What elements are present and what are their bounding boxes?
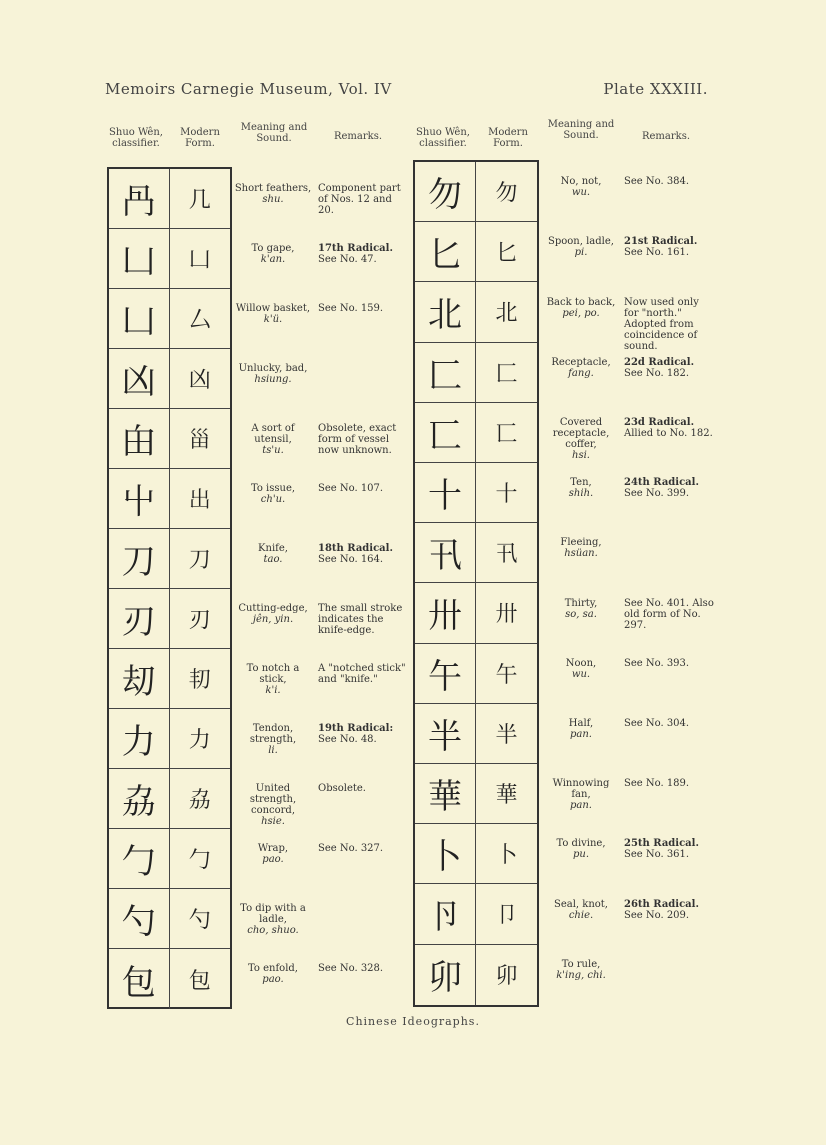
left-modern-character: 勹 [188,848,211,873]
right-modern-character: 卂 [495,542,518,568]
meaning-text: Ten, [570,477,592,489]
meaning-text: No, not, [560,176,602,188]
sound-text: wu. [571,668,591,680]
left-modern-cell [170,709,231,769]
sound-text: pan. [570,800,592,812]
right-modern-cell [476,343,537,403]
right-modern-character: 匕 [495,241,518,267]
left-modern-character: 勺 [188,908,211,933]
sound-text: pao. [262,974,284,985]
right-modern-character: 勿 [495,181,518,207]
meaning-text: Noon, [565,657,597,669]
remark-text: See No. 209. [624,909,690,921]
left-ancient-cell [109,589,170,649]
left-modern-cell [170,409,231,469]
left-ancient-cell [109,349,170,409]
left-remark [318,423,408,456]
left-modern-character: 劦 [188,788,211,813]
left-meaning [234,363,312,385]
left-ancient-character: 凵 [121,242,156,282]
remark-text: See No. 327. [318,843,384,854]
remark-text: A "notched stick" and "knife." [318,663,406,685]
left-remark [318,243,408,265]
running-header: Memoirs Carnegie Museum, Vol. IV [105,80,392,98]
left-modern-character: 几 [188,188,211,213]
left-ancient-character: 凵 [121,302,156,342]
meaning-text: Short feathers, [234,183,312,194]
remark-text: See No. 159. [318,303,384,314]
right-modern-cell [476,282,537,342]
right-modern-cell [476,463,537,523]
left-modern-cell [170,349,231,409]
col-meaning-right: Meaning and Sound. [547,119,615,141]
left-meaning [234,603,312,625]
right-meaning [542,297,620,319]
right-ancient-character: 卪 [428,897,462,938]
right-modern-cell [476,403,537,463]
col-modern-right: Modern Form. [488,127,528,149]
right-ancient-character: 匸 [428,415,462,456]
sound-text: hsie. [261,816,285,827]
col-meaning-left: Meaning and Sound. [240,122,308,144]
right-modern-character: 卯 [495,964,518,990]
left-modern-character: 厶 [188,308,211,333]
left-modern-cell [170,829,231,889]
sound-text: k'ing, chi. [556,969,606,981]
left-meaning [234,243,312,265]
left-meaning [234,843,312,865]
right-meaning [542,899,620,921]
meaning-text: Back to back, [546,296,616,308]
left-modern-cell [170,169,231,229]
right-modern-cell [476,764,537,824]
plate-number: Plate XXXIII. [603,80,708,98]
left-remark [318,723,408,745]
sound-text: jên, yin. [252,614,294,625]
right-modern-character: 卅 [495,602,518,628]
left-ancient-character: 刀 [121,542,156,582]
left-ancient-character: 包 [121,962,156,1003]
meaning-text: Unlucky, bad, [238,363,308,374]
sound-text: li. [268,745,278,756]
meaning-text: Winnowing fan, [552,778,610,801]
sound-text: tao. [263,554,283,565]
meaning-text: To issue, [250,483,296,494]
left-ancient-cell [109,889,170,949]
meaning-text: Tendon, strength, [249,723,297,745]
right-ancient-character: 北 [428,295,462,336]
right-ancient-cell [415,704,476,764]
right-ancient-cell [415,403,476,463]
right-modern-cell [476,945,537,1005]
meaning-text: Seal, knot, [553,898,608,910]
left-ancient-cell [109,469,170,529]
right-meaning [542,176,620,198]
right-remark [624,357,714,379]
right-ancient-cell [415,644,476,704]
radical-label: 18th Radical. [318,543,393,554]
meaning-text: United strength, concord, [249,783,297,816]
left-ancient-character: 劦 [121,782,156,822]
col-shuo-right: Shuo Wên, classifier. [416,127,470,149]
right-modern-cell [476,884,537,944]
remark-text: See No. 384. [624,176,690,188]
left-modern-cell [170,949,231,1009]
left-ancient-cell [109,289,170,349]
remark-text: See No. 393. [624,657,690,669]
left-ancient-character: 勺 [121,902,156,942]
right-remark [624,176,714,187]
meaning-text: To gape, [251,243,295,254]
left-remark [318,843,408,854]
remark-text: Obsolete, exact form of vessel now unknown. [318,423,397,456]
left-remark [318,303,408,314]
sound-text: hsi. [572,449,590,461]
right-ancient-cell [415,884,476,944]
meaning-text: To dip with a ladle, [240,903,306,925]
left-ancient-character: 屮 [121,482,156,522]
right-meaning [542,658,620,680]
plate-caption: Chinese Ideographs. [346,1015,480,1028]
col-modern-left: Modern Form. [180,127,220,149]
radical-label: 22d Radical. [624,356,695,368]
left-ancient-cell [109,169,170,229]
right-meaning [542,357,620,379]
remark-text: See No. 189. [624,778,690,790]
right-modern-character: 華 [495,783,518,809]
left-ancient-character: 冎 [121,182,156,222]
remark-text: See No. 48. [318,734,377,745]
right-modern-cell [476,644,537,704]
sound-text: pu. [572,849,590,861]
radical-label: 23d Radical. [624,416,695,428]
sound-text: ts'u. [262,445,284,456]
left-remark [318,963,408,974]
left-meaning [234,543,312,565]
sound-text: shih. [568,488,594,500]
remark-text: Obsolete. [318,783,366,794]
sound-text: pao. [262,854,284,865]
left-meaning [234,483,312,505]
meaning-text: To divine, [556,838,606,850]
meaning-text: Half, [568,717,594,729]
right-modern-cell [476,523,537,583]
right-ancient-cell [415,343,476,403]
sound-text: ch'u. [260,494,286,505]
left-meaning [234,183,312,205]
right-modern-character: 匚 [495,361,518,387]
left-meaning [234,903,312,936]
sound-text: k'i. [265,685,281,696]
meaning-text: Willow basket, [235,303,311,314]
right-modern-character: 半 [495,722,518,748]
right-modern-cell [476,583,537,643]
remark-text: See No. 182. [624,367,690,379]
remark-text: See No. 328. [318,963,384,974]
meaning-text: Fleeing, [560,537,602,549]
col-remarks-right: Remarks. [641,131,691,142]
left-modern-cell [170,769,231,829]
sound-text: k'ü. [263,314,283,325]
right-modern-character: 卩 [495,903,518,929]
left-meaning [234,303,312,325]
right-ancient-character: 匕 [428,235,462,276]
radical-label: 19th Radical: [318,723,394,734]
right-meaning [542,477,620,499]
right-meaning [542,838,620,860]
left-ancient-cell [109,769,170,829]
remark-text: See No. 304. [624,717,690,729]
left-remark [318,183,408,216]
sound-text: hsüan. [564,548,598,560]
right-remark [624,838,714,860]
right-ancient-character: 卅 [428,596,462,637]
remark-text: See No. 361. [624,849,690,861]
remark-text: Now used only for "north." Adopted from coincidence of sound. [624,296,699,352]
remark-text: See No. 401. Also old form of No. 297. [624,597,714,631]
right-meaning [542,598,620,620]
right-meaning [542,537,620,559]
meaning-text: Cutting-edge, [238,603,308,614]
left-remark [318,603,408,636]
right-meaning [542,718,620,740]
meaning-text: Receptacle, [551,356,611,368]
sound-text: pan. [570,728,592,740]
left-remark [318,663,408,685]
remark-text: See No. 164. [318,554,384,565]
right-ancient-cell [415,162,476,222]
left-ancient-character: 刃 [121,602,156,642]
right-modern-character: 卜 [495,843,518,869]
right-meaning [542,778,620,811]
left-modern-character: 出 [188,488,211,513]
left-ancient-cell [109,709,170,769]
right-remark [624,297,714,352]
radical-label: 17th Radical. [318,243,393,254]
remark-text: Component part of Nos. 12 and 20. [318,183,401,216]
left-ancient-character: 甶 [121,422,156,462]
right-ancient-character: 勿 [428,175,462,216]
right-remark [624,236,714,258]
right-ancient-cell [415,523,476,583]
right-remark [624,658,714,669]
right-ancient-character: 華 [428,777,462,818]
meaning-text: To enfold, [248,963,298,974]
left-modern-cell [170,529,231,589]
left-ancient-cell [109,409,170,469]
right-meaning [542,417,620,461]
sound-text: shu. [262,194,284,205]
right-ancient-cell [415,945,476,1005]
left-remark [318,483,408,494]
left-modern-character: 刃 [188,608,211,633]
left-ancient-character: 凶 [121,362,156,402]
right-modern-cell [476,704,537,764]
left-remark [318,783,408,794]
meaning-text: To rule, [561,958,601,970]
left-meaning [234,423,312,456]
left-modern-cell [170,289,231,349]
left-ancient-character: 刧 [121,662,156,702]
remark-text: Allied to No. 182. [624,427,713,439]
col-shuo-left: Shuo Wên, classifier. [109,127,163,149]
right-meaning [542,236,620,258]
table-left [107,167,232,1009]
right-ancient-cell [415,282,476,342]
remark-text: See No. 107. [318,483,384,494]
right-remark [624,417,714,439]
left-modern-cell [170,229,231,289]
radical-label: 25th Radical. [624,838,699,850]
right-ancient-cell [415,463,476,523]
left-ancient-cell [109,829,170,889]
right-ancient-character: 半 [428,716,462,757]
right-ancient-character: 十 [428,476,462,517]
left-meaning [234,783,312,827]
meaning-text: To notch a stick, [246,663,300,685]
left-ancient-cell [109,649,170,709]
right-ancient-cell [415,583,476,643]
left-meaning [234,663,312,696]
col-remarks-left: Remarks. [333,131,383,142]
right-modern-cell [476,162,537,222]
radical-label: 24th Radical. [624,477,699,489]
left-modern-character: 凵 [188,248,211,273]
right-ancient-character: 午 [428,656,462,697]
left-modern-character: 刀 [188,548,211,573]
right-modern-character: 午 [495,662,518,688]
sound-text: so, sa. [565,608,597,620]
remark-text: See No. 161. [624,247,690,259]
meaning-text: Spoon, ladle, [548,236,614,248]
right-ancient-cell [415,764,476,824]
left-modern-cell [170,469,231,529]
meaning-text: A sort of utensil, [251,423,295,445]
right-ancient-character: 匚 [428,355,462,396]
right-modern-cell [476,222,537,282]
remark-text: See No. 47. [318,254,377,265]
sound-text: wu. [571,187,591,199]
right-meaning [542,959,620,981]
table-right [413,160,539,1007]
left-modern-character: 㓞 [188,668,211,693]
right-remark [624,899,714,921]
sound-text: cho, shuo. [247,925,299,936]
right-ancient-cell [415,824,476,884]
meaning-text: Thirty, [564,597,598,609]
left-meaning [234,963,312,985]
left-ancient-character: 勹 [121,842,156,882]
left-modern-character: 甾 [188,428,211,453]
right-remark [624,718,714,729]
left-remark [318,543,408,565]
sound-text: fang. [568,367,594,379]
right-remark [624,598,714,631]
left-ancient-character: 力 [121,722,156,762]
left-ancient-cell [109,529,170,589]
sound-text: hsiung. [254,374,292,385]
right-modern-character: 北 [495,301,518,327]
left-modern-character: 力 [188,728,211,753]
remark-text: See No. 399. [624,488,690,500]
right-remark [624,477,714,499]
remark-text: The small stroke indicates the knife-edge. [318,603,403,636]
right-remark [624,778,714,789]
right-ancient-character: 卯 [428,958,462,999]
left-modern-character: 凶 [188,368,211,393]
radical-label: 21st Radical. [624,236,698,248]
right-ancient-character: 卜 [428,837,462,878]
left-modern-character: 包 [188,968,211,994]
meaning-text: Knife, [258,543,288,554]
right-ancient-character: 卂 [428,536,462,577]
left-ancient-cell [109,949,170,1009]
right-modern-character: 十 [495,482,518,508]
sound-text: chie. [568,909,594,921]
sound-text: k'an. [260,254,286,265]
right-modern-character: 匸 [495,421,518,447]
left-ancient-cell [109,229,170,289]
left-modern-cell [170,889,231,949]
left-modern-cell [170,649,231,709]
right-ancient-cell [415,222,476,282]
right-modern-cell [476,824,537,884]
meaning-text: Covered receptacle, coffer, [552,416,610,450]
meaning-text: Wrap, [257,843,289,854]
left-modern-cell [170,589,231,649]
left-meaning [234,723,312,756]
sound-text: pi. [574,247,588,259]
sound-text: pei, po. [562,307,600,319]
radical-label: 26th Radical. [624,898,699,910]
